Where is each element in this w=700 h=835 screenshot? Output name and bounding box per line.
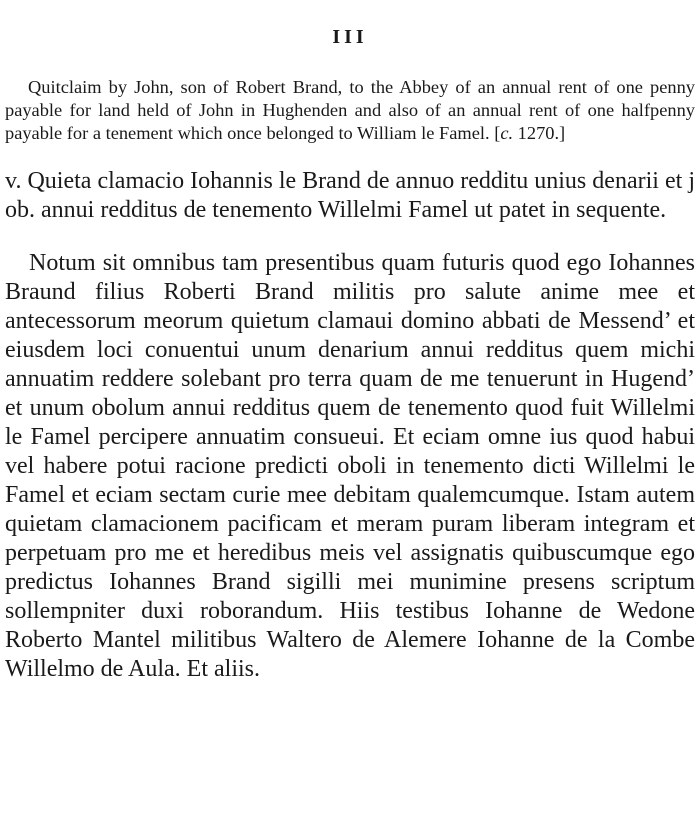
- date-note: [494, 123, 565, 143]
- latin-heading: v. Quieta clamacio Iohannis le Brand de annuo redditu unius denarii et j ob. annui redditus de tenemento Willelmi Famel ut patet in sequente.: [5, 168, 695, 223]
- summary-text: Quitclaim by John, son of Robert Brand, to the Abbey of an annual rent of one penny payable for land held of John in Hughenden and also of an annual rent of one halfpenny payable for a tenement which once belonged to William le Famel.: [5, 77, 695, 143]
- date-year: 1270.]: [513, 123, 566, 143]
- document-number: III: [332, 26, 368, 48]
- document-page: [5, 0, 695, 708]
- document-summary: [5, 76, 695, 145]
- date-open: [: [494, 123, 501, 143]
- latin-body: Notum sit omnibus tam presentibus quam futuris quod ego Iohannes Braund filius Roberti Brand militis pro salute anime mee et antecessorum meorum quietum clamaui domino abbati de Messend’ et eiusdem loci conuentui unum denarium annui redditus quem michi annuatim reddere solebant pro terra quam de me tenuerunt in Hugend’ et unum obolum annui redditus quem de tenemento quod fuit Willelmi le Famel percipere annuatim consueui. Et eciam omne ius quod habui vel habere potui racione predicti oboli in tenemento dicti Willelmi le Famel et eciam sectam curie mee debitam qualemcumque. Istam autem quietam clamacionem pacificam et meram puram liberam integram et perpetuam pro me et heredibus meis vel assignatis quibuscumque ego predictus Iohannes Brand sigilli mei munimine presens scriptum sollempniter duxi roborandum. Hiis testibus Iohanne de Wedone Roberto Mantel militibus Waltero de Alemere Iohanne de la Combe Willelmo de Aula. Et aliis.: [5, 250, 695, 682]
- date-circa: c.: [500, 123, 514, 143]
